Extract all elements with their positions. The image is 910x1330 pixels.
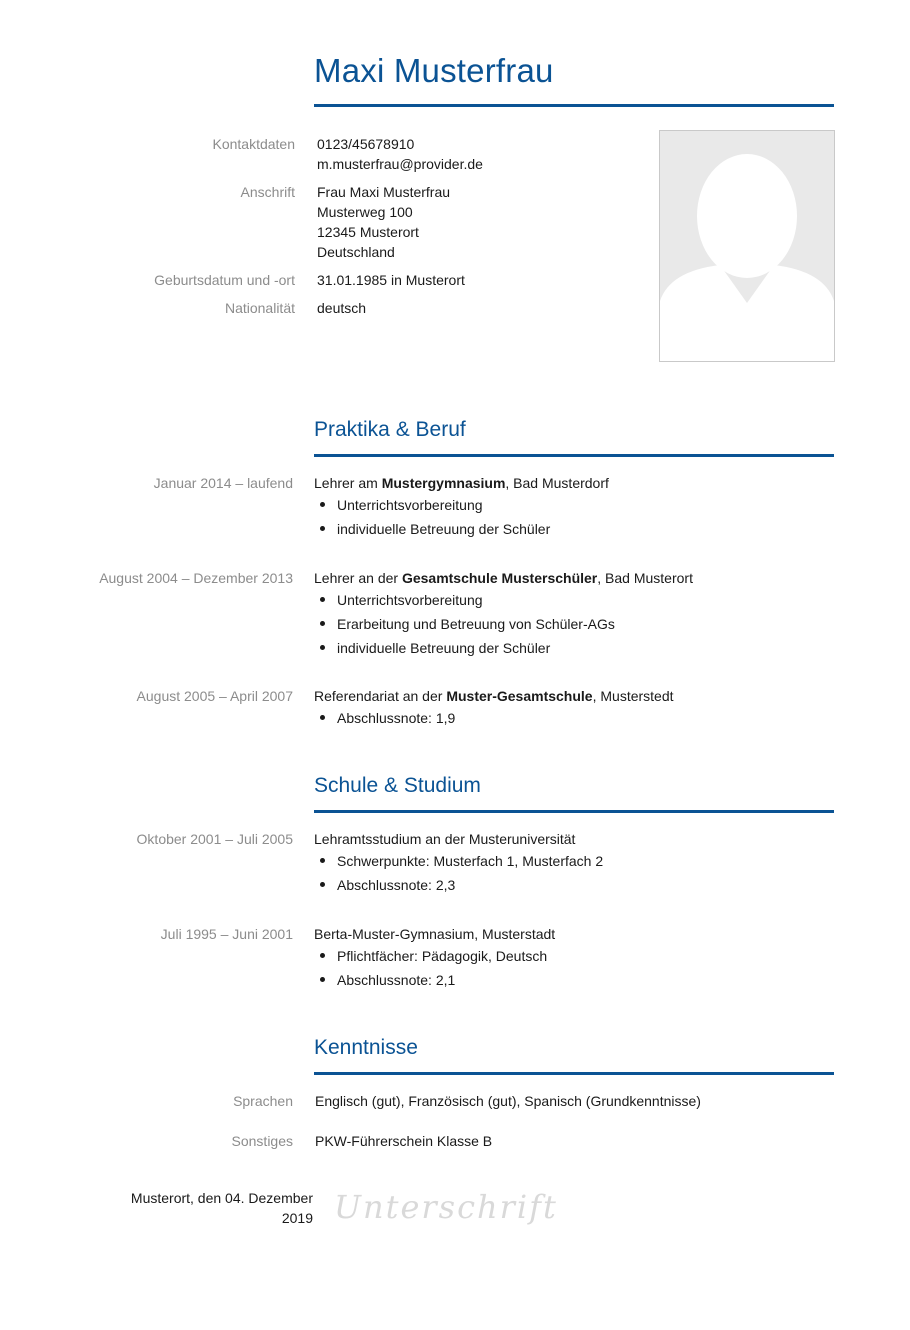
entry-heading-pre: Referendariat an der bbox=[314, 688, 447, 704]
phone-text: 0123/45678910 bbox=[317, 136, 415, 152]
section-rule bbox=[314, 1072, 834, 1075]
label-nationality: Nationalität bbox=[224, 300, 295, 316]
profile-placeholder-icon bbox=[660, 131, 834, 361]
address-value bbox=[317, 182, 450, 262]
section-title-kenntnisse: Kenntnisse bbox=[314, 1036, 418, 1059]
entry-bullets bbox=[314, 946, 834, 994]
section-rule bbox=[314, 810, 834, 813]
entry-date: August 2004 – Dezember 2013 bbox=[99, 570, 293, 586]
profile-photo bbox=[659, 130, 835, 362]
list-item: Unterrichtsvorbereitung bbox=[314, 590, 834, 614]
label-contact: Kontaktdaten bbox=[212, 136, 295, 152]
list-item: Schwerpunkte: Musterfach 1, Musterfach 2 bbox=[314, 851, 834, 875]
entry-bullets bbox=[314, 590, 834, 662]
signature: Unterschrift bbox=[334, 1188, 558, 1226]
education-entry bbox=[314, 829, 834, 899]
label-birth: Geburtsdatum und -ort bbox=[154, 272, 295, 288]
entry-date: Juli 1995 – Juni 2001 bbox=[160, 926, 293, 942]
entry-bullets bbox=[314, 495, 834, 543]
entry-heading-post: , Musterstedt bbox=[592, 688, 674, 704]
list-item: individuelle Betreuung der Schüler bbox=[314, 638, 834, 662]
section-title-beruf: Praktika & Beruf bbox=[314, 418, 466, 441]
name-underline bbox=[314, 104, 834, 107]
entry-date: Januar 2014 – laufend bbox=[153, 475, 293, 491]
skill-label-other: Sonstiges bbox=[231, 1133, 293, 1149]
entry-bullets bbox=[314, 708, 834, 732]
contact-value bbox=[317, 134, 483, 174]
list-item: Abschlussnote: 2,3 bbox=[314, 875, 834, 899]
entry-heading bbox=[314, 686, 834, 706]
entry-heading: Berta-Muster-Gymnasium, Musterstadt bbox=[314, 926, 556, 942]
list-item: Erarbeitung und Betreuung von Schüler-AGs bbox=[314, 614, 834, 638]
list-item: Pflichtfächer: Pädagogik, Deutsch bbox=[314, 946, 834, 970]
entry-heading bbox=[314, 568, 834, 588]
entry-heading bbox=[314, 473, 834, 493]
nationality-value bbox=[317, 298, 366, 318]
address-line: Frau Maxi Musterfrau bbox=[317, 184, 451, 200]
entry-heading-institution: Muster-Gesamtschule bbox=[446, 688, 593, 704]
list-item: individuelle Betreuung der Schüler bbox=[314, 519, 834, 543]
entry-heading: Lehramtsstudium an der Musteruniversität bbox=[314, 831, 576, 847]
skill-value-languages: Englisch (gut), Französisch (gut), Spanisch (Grundkenntnisse) bbox=[315, 1093, 701, 1109]
address-line: Deutschland bbox=[317, 244, 395, 260]
place-date-line: 2019 bbox=[281, 1210, 313, 1226]
entry-heading-post: , Bad Musterdorf bbox=[505, 475, 609, 491]
place-date-line: Musterort, den 04. Dezember bbox=[130, 1190, 313, 1206]
skill-label-languages: Sprachen bbox=[233, 1093, 293, 1109]
experience-entry bbox=[314, 568, 834, 662]
birth-value bbox=[317, 270, 465, 290]
entry-date: August 2005 – April 2007 bbox=[136, 688, 293, 704]
address-line: Musterweg 100 bbox=[317, 204, 413, 220]
entry-heading-pre: Lehrer am bbox=[314, 475, 382, 491]
email-text: m.musterfrau@provider.de bbox=[317, 156, 483, 172]
entry-heading-post: , Bad Musterort bbox=[597, 570, 693, 586]
entry-heading-pre: Lehrer an der bbox=[314, 570, 402, 586]
entry-heading-institution: Gesamtschule Musterschüler bbox=[401, 570, 598, 586]
experience-entry bbox=[314, 686, 834, 732]
birth-text: 31.01.1985 in Musterort bbox=[317, 272, 465, 288]
experience-entry bbox=[314, 473, 834, 543]
education-entry bbox=[314, 924, 834, 994]
section-title-schule: Schule & Studium bbox=[314, 774, 481, 797]
address-line: 12345 Musterort bbox=[317, 224, 419, 240]
list-item: Abschlussnote: 2,1 bbox=[314, 970, 834, 994]
applicant-name: Maxi Musterfrau bbox=[314, 52, 554, 89]
entry-heading-institution: Mustergymnasium bbox=[381, 475, 506, 491]
entry-date: Oktober 2001 – Juli 2005 bbox=[136, 831, 293, 847]
list-item: Unterrichtsvorbereitung bbox=[314, 495, 834, 519]
section-rule bbox=[314, 454, 834, 457]
list-item: Abschlussnote: 1,9 bbox=[314, 708, 834, 732]
nationality-text: deutsch bbox=[317, 300, 367, 316]
label-address: Anschrift bbox=[240, 184, 295, 200]
entry-bullets bbox=[314, 851, 834, 899]
place-date bbox=[100, 1188, 313, 1228]
skill-value-other: PKW-Führerschein Klasse B bbox=[315, 1133, 493, 1149]
